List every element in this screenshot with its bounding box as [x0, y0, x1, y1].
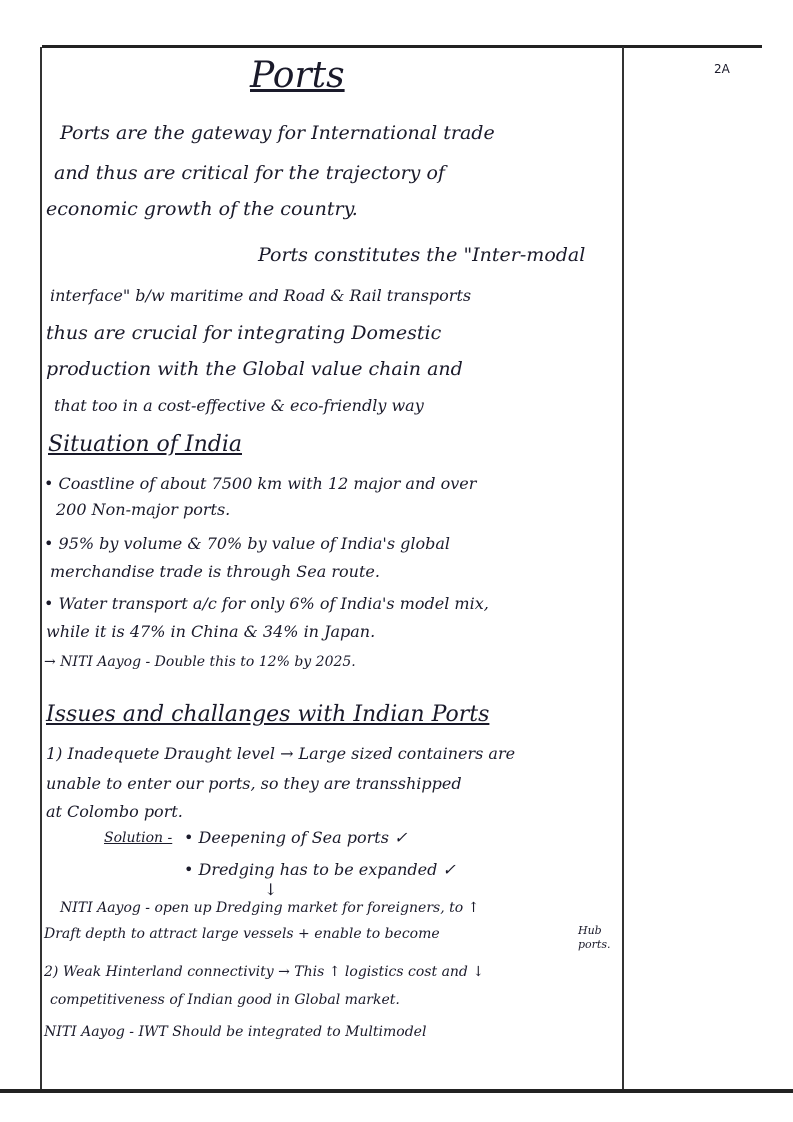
issue-1-line-2: unable to enter our ports, so they are transshipped [46, 774, 462, 793]
intro-line-1: Ports are the gateway for International trade [60, 122, 495, 144]
situation-bullet-1-line-2: 200 Non-major ports. [56, 500, 231, 519]
solution-label: Solution - [104, 830, 173, 846]
solution-item-1: • Deepening of Sea ports ✓ [184, 828, 408, 847]
issue-2-line-1: 2) Weak Hinterland connectivity → This ↑ logistics cost and ↓ [44, 964, 485, 980]
intro-line-7: production with the Global value chain and [46, 358, 463, 380]
situation-bullet-3-line-1: • Water transport a/c for only 6% of India's model mix, [44, 594, 489, 613]
bottom-margin-line [0, 1089, 793, 1093]
hub-label: Hub [578, 924, 602, 937]
situation-niti-aayog: → NITI Aayog - Double this to 12% by 2025. [44, 654, 356, 670]
issue-1-line-1: 1) Inadequete Draught level → Large sized containers are [46, 744, 516, 763]
left-margin-line [40, 47, 42, 1090]
intro-line-2: and thus are critical for the trajectory of [54, 162, 445, 184]
situation-bullet-3-line-2: while it is 47% in China & 34% in Japan. [46, 622, 376, 641]
issues-heading: Issues and challanges with Indian Ports [46, 702, 490, 727]
solution-item-2: • Dredging has to be expanded ✓ [184, 860, 456, 879]
situation-bullet-2-line-2: merchandise trade is through Sea route. [50, 562, 380, 581]
situation-heading: Situation of India [48, 432, 242, 457]
intro-line-5: interface" b/w maritime and Road & Rail transports [50, 286, 472, 305]
issue-1-line-3: at Colombo port. [46, 802, 183, 821]
situation-bullet-1-line-1: • Coastline of about 7500 km with 12 major and over [44, 474, 477, 493]
hub-ports-label: ports. [578, 938, 611, 951]
intro-line-8: that too in a cost-effective & eco-friendly way [54, 396, 424, 415]
niti-aayog-note-1-line-2: Draft depth to attract large vessels + enable to become [44, 926, 440, 942]
top-margin-line [42, 45, 762, 48]
niti-aayog-note-2: NITI Aayog - IWT Should be integrated to Multimodel [44, 1024, 427, 1040]
intro-line-6: thus are crucial for integrating Domestic [46, 322, 442, 344]
right-margin-line [622, 47, 624, 1090]
niti-aayog-note-1-line-1: NITI Aayog - open up Dredging market for foreigners, to ↑ [60, 900, 480, 916]
intro-line-4: Ports constitutes the "Inter-modal [258, 244, 586, 266]
issue-2-line-2: competitiveness of Indian good in Global market. [50, 992, 400, 1008]
situation-bullet-2-line-1: • 95% by volume & 70% by value of India's global [44, 534, 451, 553]
intro-line-3: economic growth of the country. [46, 198, 358, 220]
down-arrow: ↓ [264, 880, 278, 899]
page-number: 2A [714, 62, 730, 76]
page-title: Ports [250, 55, 345, 96]
